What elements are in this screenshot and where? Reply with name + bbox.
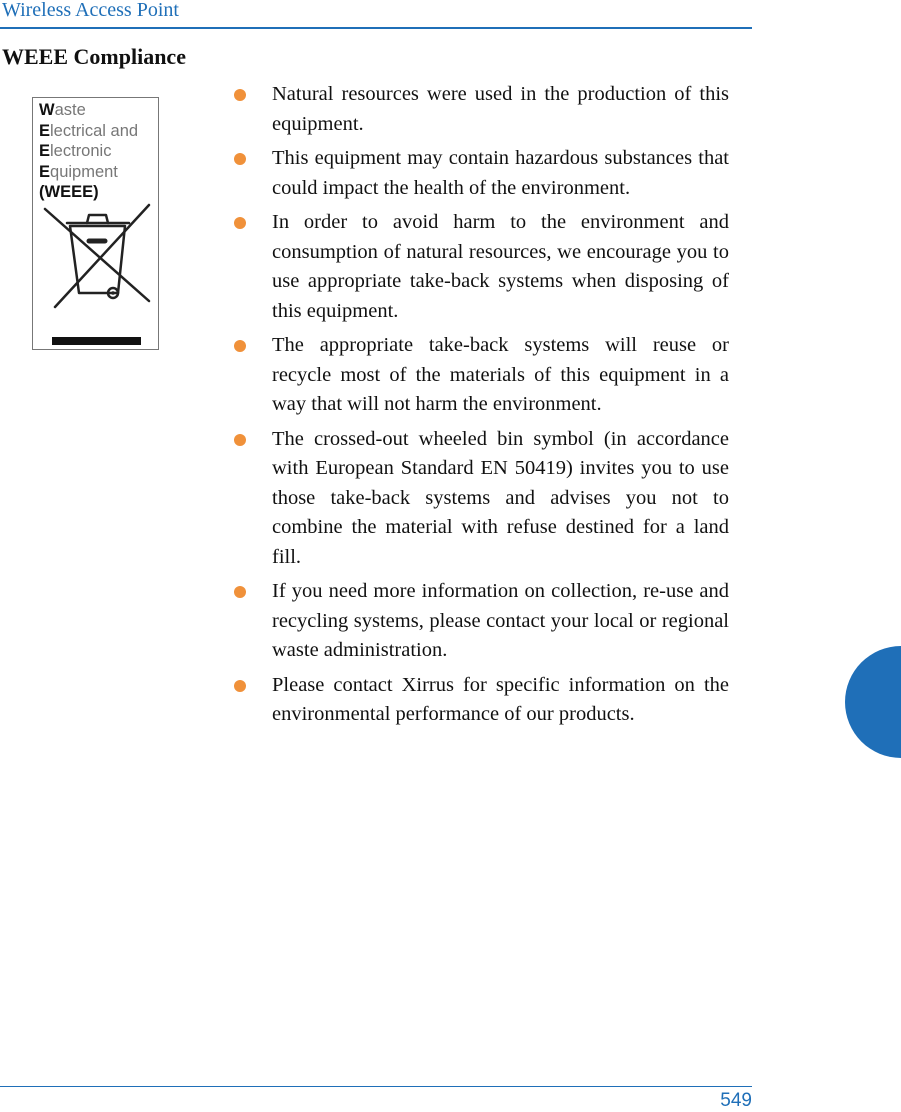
chapter-tab-marker xyxy=(845,646,901,758)
weee-symbol-figure xyxy=(32,97,159,350)
header-divider xyxy=(0,27,752,29)
weee-label-line: Waste xyxy=(39,101,86,119)
page-number: 549 xyxy=(720,1090,752,1111)
bullet-list xyxy=(233,80,729,735)
bullet-dot-icon xyxy=(234,340,246,352)
bullet-dot-icon xyxy=(234,89,246,101)
bullet-dot-icon xyxy=(234,434,246,446)
list-item: The appropriate take-back systems will reuse or recycle most of the materials of this equipment in a way that will not harm the environment. xyxy=(233,331,729,420)
list-item: This equipment may contain hazardous substances that could impact the health of the environment. xyxy=(233,144,729,203)
list-item: If you need more information on collection, re-use and recycling systems, please contact your local or regional waste administration. xyxy=(233,577,729,666)
list-item: Natural resources were used in the production of this equipment. xyxy=(233,80,729,139)
bullet-dot-icon xyxy=(234,586,246,598)
weee-label-line: Electronic xyxy=(39,142,112,160)
section-title: WEEE Compliance xyxy=(2,44,186,69)
bullet-dot-icon xyxy=(234,217,246,229)
footer-divider xyxy=(0,1086,752,1087)
page-header-title: Wireless Access Point xyxy=(2,0,179,21)
weee-label xyxy=(39,100,138,203)
crossed-out-wheeled-bin-icon xyxy=(37,201,157,311)
bullet-dot-icon xyxy=(234,153,246,165)
bullet-dot-icon xyxy=(234,680,246,692)
weee-black-bar xyxy=(52,337,141,345)
weee-acronym: (WEEE) xyxy=(39,183,99,201)
list-item: The crossed-out wheeled bin symbol (in accordance with European Standard EN 50419) invites you to use those take-back systems and advises you not to combine the material with refuse destined for a land fill. xyxy=(233,425,729,573)
list-item: In order to avoid harm to the environment and consumption of natural resources, we encourage you to use appropriate take-back systems when disposing of this equipment. xyxy=(233,208,729,326)
weee-label-line: Equipment xyxy=(39,162,118,181)
list-item: Please contact Xirrus for specific information on the environmental performance of our products. xyxy=(233,671,729,730)
weee-label-line: Electrical and xyxy=(39,121,139,140)
